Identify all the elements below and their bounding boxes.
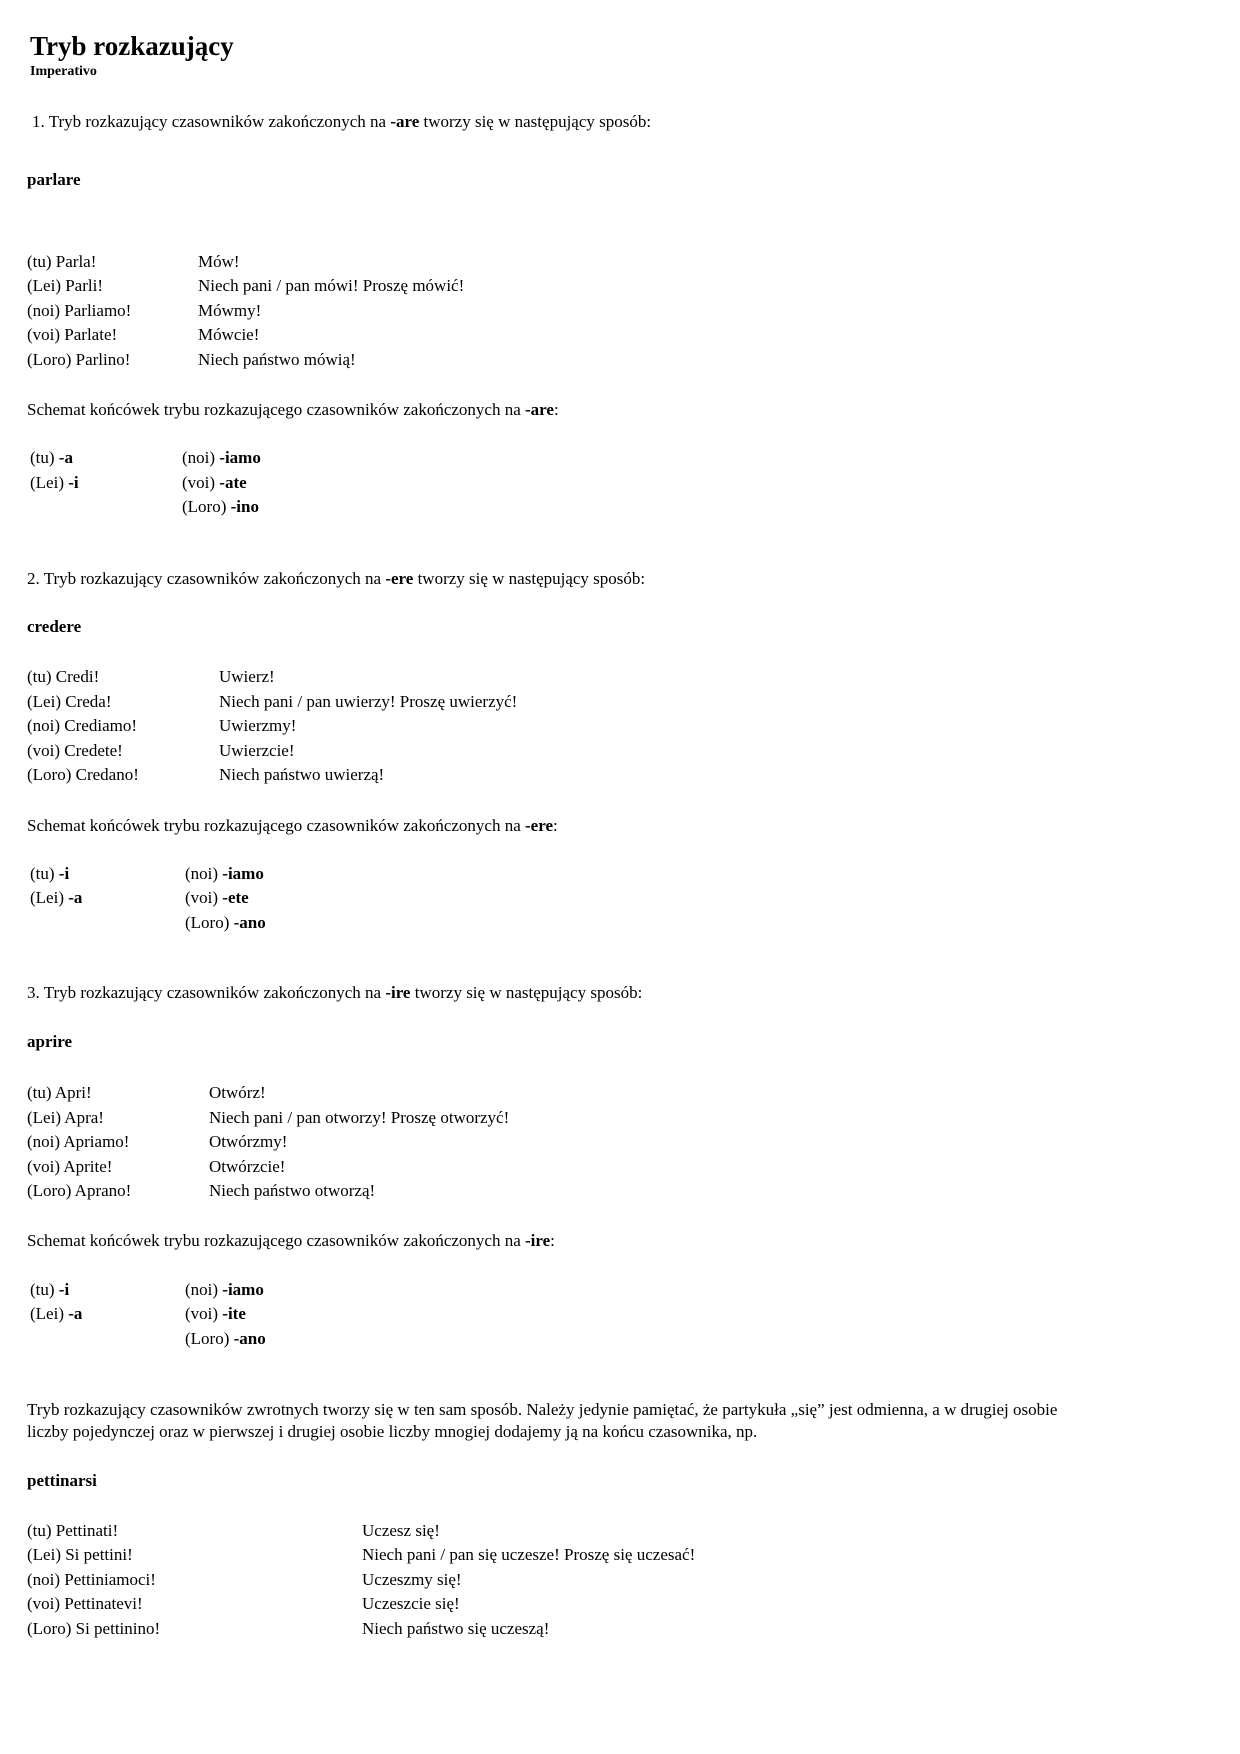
reflexive-verb: pettinarsi [27, 1471, 97, 1490]
italian-form: (Lei) Parli! [27, 276, 103, 295]
italian-form: (voi) Pettinatevi! [27, 1594, 143, 1613]
polish-translation: Mówmy! [198, 301, 262, 320]
schema-ending: -are [525, 400, 554, 419]
italian-form: (Lei) Creda! [27, 692, 112, 711]
polish-translation: Niech pani / pan mówi! Proszę mówić! [198, 276, 465, 295]
polish-translation: Otwórzmy! [209, 1132, 288, 1151]
intro-ending: -ere [385, 569, 414, 588]
ending-item: (tu) -i [30, 1280, 70, 1299]
polish-translation: Uczesz się! [362, 1521, 440, 1540]
ending-item: (voi) -ete [185, 888, 249, 907]
italian-form: (voi) Credete! [27, 741, 123, 760]
ending-item: (Loro) -ino [182, 497, 259, 516]
ending-item: (voi) -ite [185, 1304, 246, 1323]
polish-translation: Niech pani / pan uwierzy! Proszę uwierzyć! [219, 692, 518, 711]
section-3-verb: aprire [27, 1032, 73, 1051]
intro-text: tworzy się w następujący sposób: [419, 112, 652, 131]
italian-form: (voi) Parlate! [27, 325, 118, 344]
schema-text: Schemat końcówek trybu rozkazującego czasowników zakończonych na [27, 816, 525, 835]
polish-translation: Niech państwo otworzą! [209, 1181, 376, 1200]
page-title: Tryb rozkazujący [30, 31, 234, 61]
polish-translation: Otwórzcie! [209, 1157, 286, 1176]
reflexive-paragraph: Tryb rozkazujący czasowników zwrotnych tworzy się w ten sam sposób. Należy jedynie pamiętać, że partykuła „się” jest odmienna, a w drugiej osobie liczby pojedynczej oraz w pierwszej i drugiej osobie liczby mnogiej dodajemy ją na końcu czasownika, np. [27, 1400, 1058, 1441]
schema-text: : [550, 1231, 555, 1250]
polish-translation: Niech pani / pan otworzy! Proszę otworzyć! [209, 1108, 510, 1127]
schema-ending: -ere [525, 816, 553, 835]
polish-translation: Niech pani / pan się uczesze! Proszę się uczesać! [362, 1545, 696, 1564]
polish-translation: Niech państwo się uczeszą! [362, 1619, 550, 1638]
intro-text: 2. Tryb rozkazujący czasowników zakończonych na [27, 569, 386, 588]
ending-item: (Lei) -a [30, 1304, 83, 1323]
schema-text: : [553, 816, 558, 835]
italian-form: (Lei) Apra! [27, 1108, 104, 1127]
polish-translation: Niech państwo mówią! [198, 350, 356, 369]
polish-translation: Mówcie! [198, 325, 260, 344]
polish-translation: Uwierzcie! [219, 741, 295, 760]
ending-item: (Lei) -i [30, 473, 79, 492]
schema-text: Schemat końcówek trybu rozkazującego czasowników zakończonych na [27, 400, 525, 419]
section-2-intro [27, 569, 645, 589]
section-2-verb: credere [27, 617, 82, 636]
intro-ending: -ire [385, 983, 411, 1002]
polish-translation: Uwierzmy! [219, 716, 297, 735]
italian-form: (Loro) Aprano! [27, 1181, 132, 1200]
section-1-verb: parlare [27, 170, 81, 189]
intro-text: 3. Tryb rozkazujący czasowników zakończonych na [27, 983, 386, 1002]
ending-item: (tu) -i [30, 864, 70, 883]
section-3-schema [27, 1231, 555, 1251]
section-1-schema [27, 400, 559, 420]
polish-translation: Uczeszcie się! [362, 1594, 460, 1613]
italian-form: (tu) Apri! [27, 1083, 92, 1102]
italian-form: (Loro) Credano! [27, 765, 139, 784]
italian-form: (noi) Crediamo! [27, 716, 137, 735]
italian-form: (Loro) Parlino! [27, 350, 131, 369]
intro-text: 1. Tryb rozkazujący czasowników zakończonych na [32, 112, 391, 131]
ending-item: (Lei) -a [30, 888, 83, 907]
italian-form: (tu) Credi! [27, 667, 100, 686]
intro-text: tworzy się w następujący sposób: [410, 983, 643, 1002]
ending-item: (voi) -ate [182, 473, 247, 492]
section-1-intro [32, 112, 651, 132]
ending-item: (tu) -a [30, 448, 73, 467]
ending-item: (Loro) -ano [185, 1329, 266, 1348]
ending-item: (noi) -iamo [182, 448, 261, 467]
polish-translation: Uczeszmy się! [362, 1570, 462, 1589]
polish-translation: Otwórz! [209, 1083, 266, 1102]
italian-form: (noi) Apriamo! [27, 1132, 130, 1151]
schema-text: : [553, 400, 559, 419]
ending-item: (noi) -iamo [185, 1280, 264, 1299]
italian-form: (noi) Parliamo! [27, 301, 132, 320]
polish-translation: Niech państwo uwierzą! [219, 765, 385, 784]
ending-item: (noi) -iamo [185, 864, 264, 883]
ending-item: (Loro) -ano [185, 913, 266, 932]
schema-ending: -ire [525, 1231, 551, 1250]
polish-translation: Mów! [198, 252, 240, 271]
italian-form: (tu) Parla! [27, 252, 97, 271]
intro-ending: -are [390, 112, 420, 131]
italian-form: (voi) Aprite! [27, 1157, 113, 1176]
italian-form: (noi) Pettiniamoci! [27, 1570, 156, 1589]
italian-form: (Lei) Si pettini! [27, 1545, 133, 1564]
section-2-schema [27, 816, 558, 836]
italian-form: (tu) Pettinati! [27, 1521, 119, 1540]
polish-translation: Uwierz! [219, 667, 275, 686]
italian-form: (Loro) Si pettinino! [27, 1619, 161, 1638]
intro-text: tworzy się w następujący sposób: [413, 569, 646, 588]
section-3-intro [27, 983, 642, 1003]
schema-text: Schemat końcówek trybu rozkazującego czasowników zakończonych na [27, 1231, 525, 1250]
page-subtitle: Imperativo [30, 64, 97, 79]
